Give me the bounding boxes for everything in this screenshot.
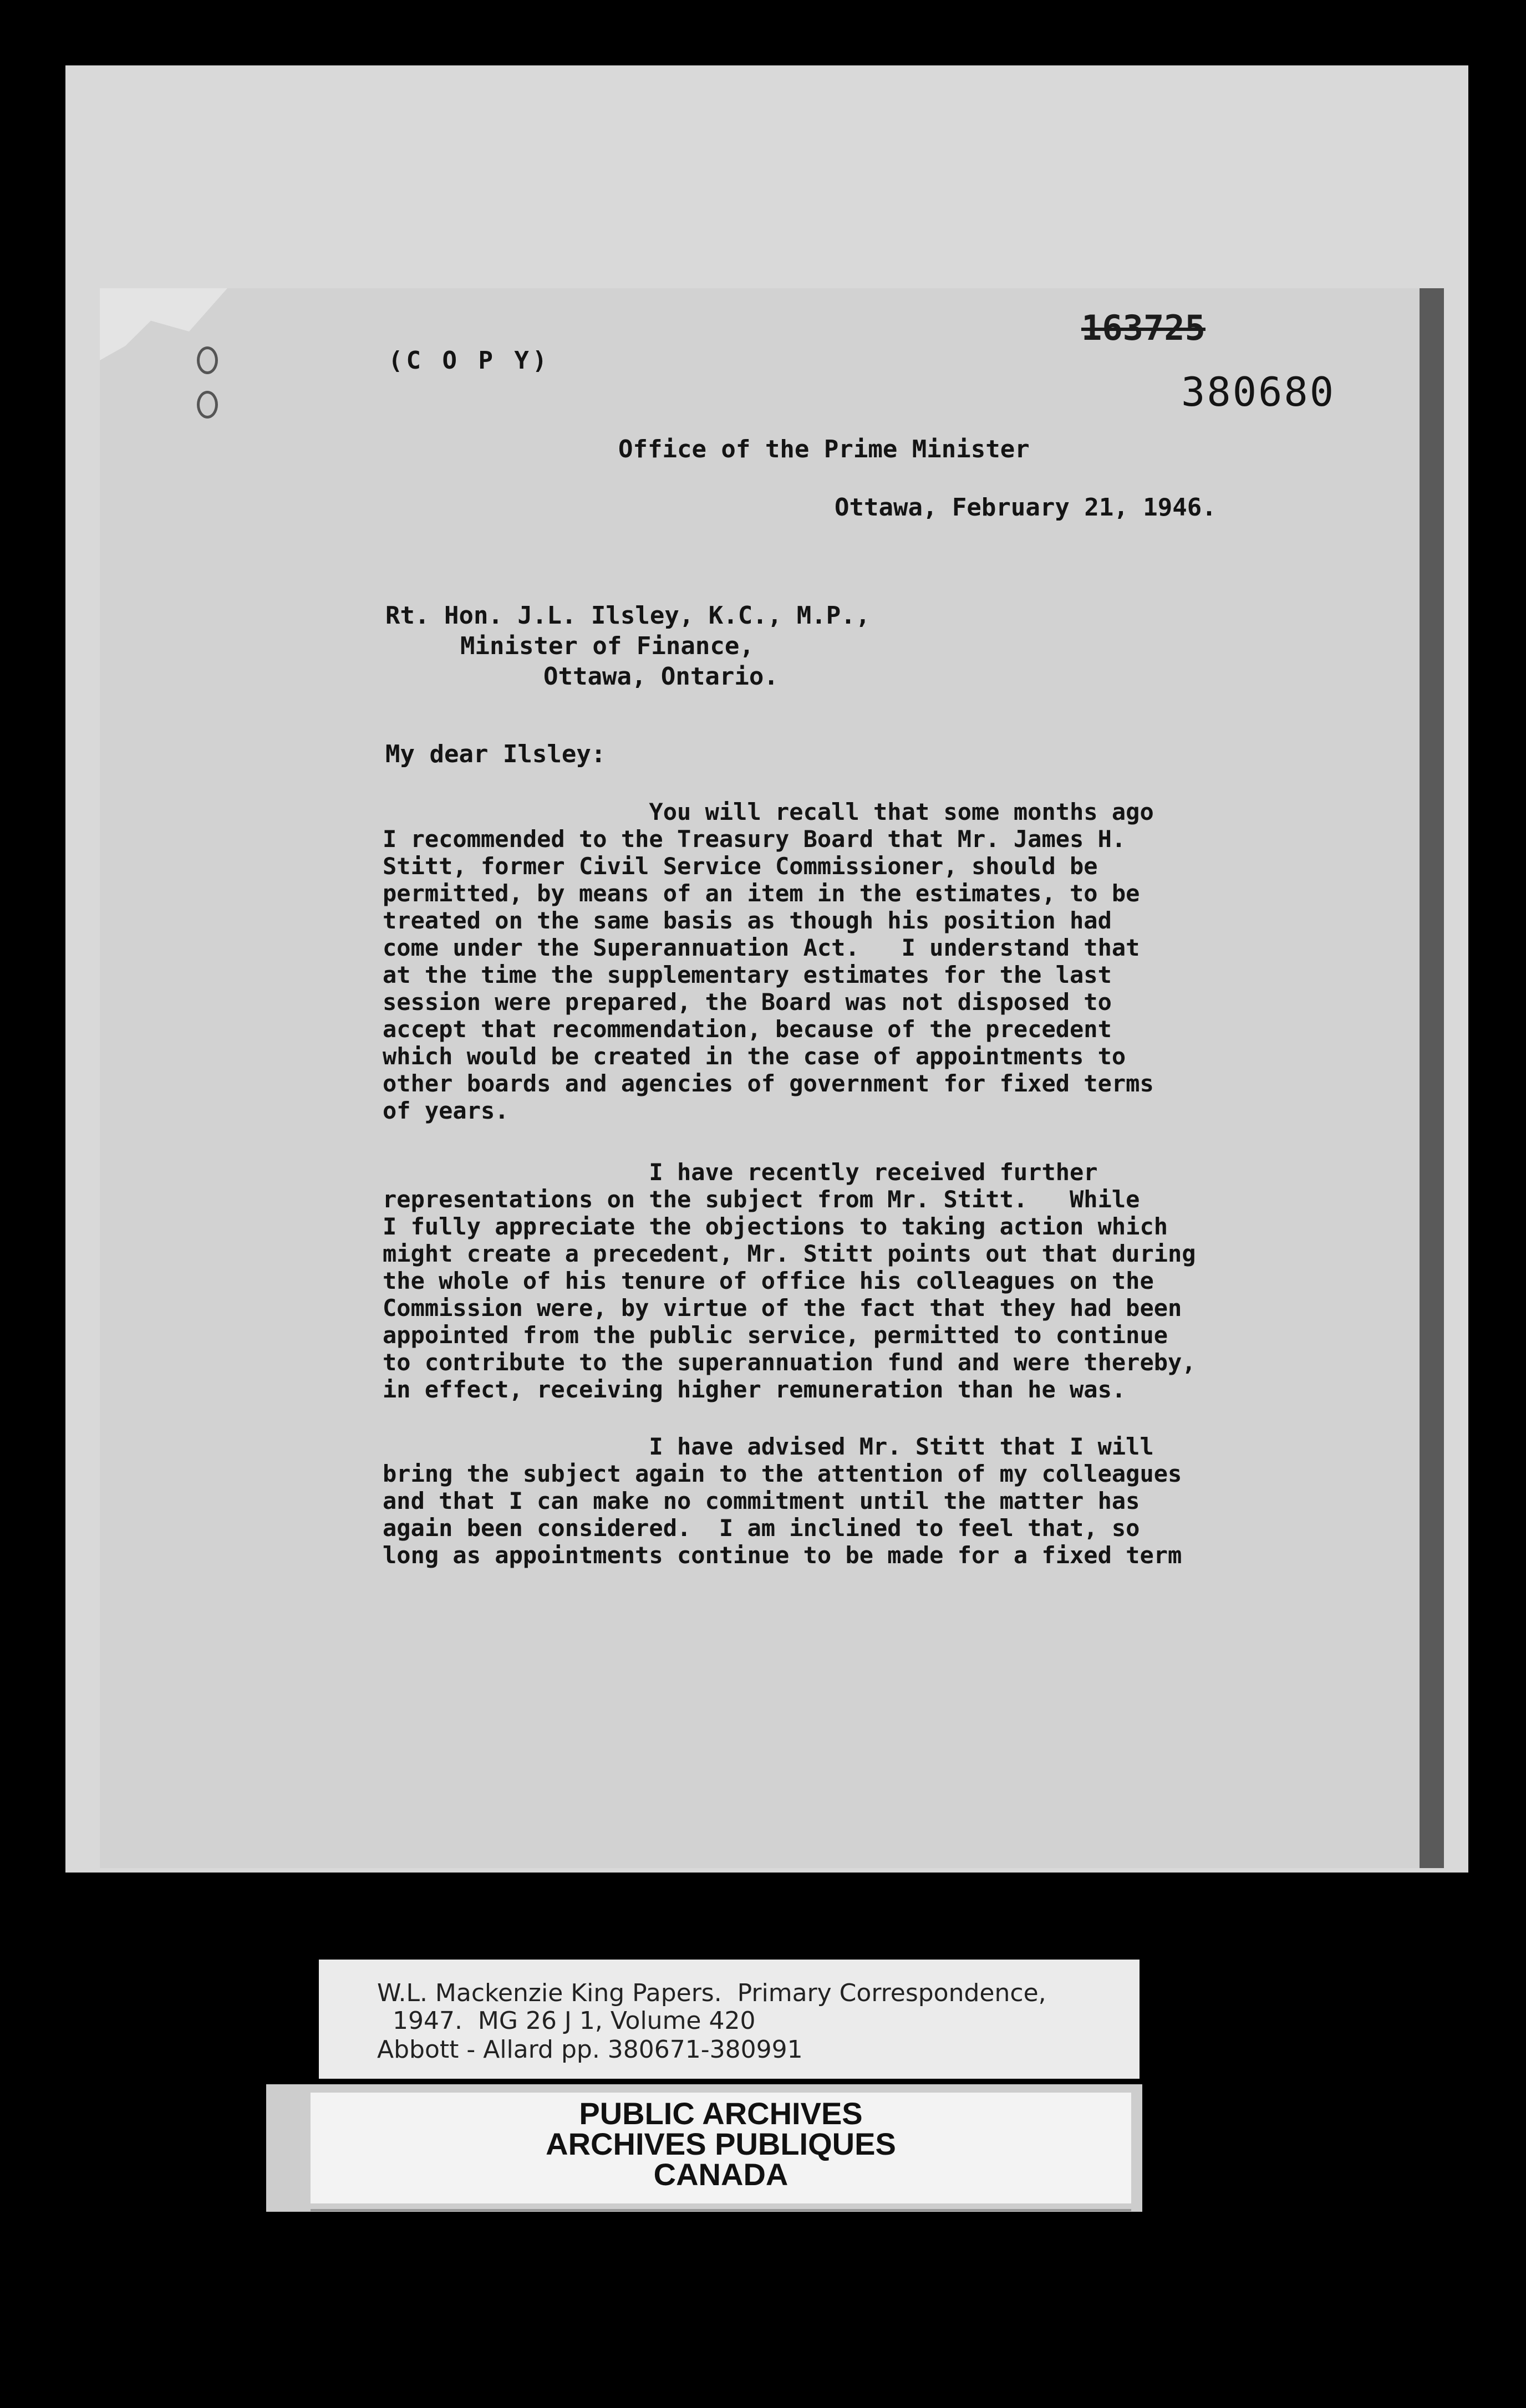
body-paragraph	[383, 1159, 1196, 1403]
paragraph-line: come under the Superannuation Act. I understand that	[383, 934, 1140, 961]
paragraph-line: again been considered. I am inclined to feel that, so	[383, 1514, 1140, 1542]
paragraph-line: treated on the same basis as though his position had	[383, 907, 1112, 934]
label-divider	[311, 2209, 1131, 2211]
paragraph-line: in effect, receiving higher remuneration than he was.	[383, 1376, 1126, 1403]
paragraph-line: accept that recommendation, because of the precedent	[383, 1016, 1112, 1043]
address-line: Rt. Hon. J.L. Ilsley, K.C., M.P.,	[385, 601, 871, 630]
paragraph-line: I recommended to the Treasury Board that Mr. James H.	[383, 825, 1126, 853]
paragraph-line: to contribute to the superannuation fund and were thereby,	[383, 1349, 1196, 1376]
paragraph-line: session were prepared, the Board was not disposed to	[383, 988, 1112, 1016]
paragraph-line: and that I can make no commitment until the matter has	[383, 1487, 1140, 1514]
paragraph-line: permitted, by means of an item in the estimates, to be	[383, 880, 1140, 907]
paragraph-line: I have recently received further	[383, 1159, 1098, 1186]
paragraph-line: You will recall that some months ago	[383, 798, 1154, 825]
archive-reference-line: Abbott - Allard pp. 380671-380991	[377, 2035, 803, 2064]
punch-hole-icon	[197, 391, 218, 419]
body-paragraph	[383, 1433, 1182, 1569]
salutation: My dear Ilsley:	[385, 740, 606, 768]
paragraph-line: long as appointments continue to be made for a fixed term	[383, 1542, 1182, 1569]
paragraph-line: I have advised Mr. Stitt that I will	[383, 1433, 1154, 1460]
paragraph-line: at the time the supplementary estimates for the last	[383, 961, 1112, 988]
dateline: Ottawa, February 21, 1946.	[835, 493, 1217, 522]
paragraph-line: bring the subject again to the attention of my colleagues	[383, 1460, 1182, 1487]
paragraph-line: Stitt, former Civil Service Commissioner, should be	[383, 853, 1098, 880]
archive-stamp-line: CANADA	[653, 2157, 789, 2192]
archive-stamp-line: PUBLIC ARCHIVES	[579, 2096, 863, 2131]
paragraph-line: representations on the subject from Mr. Stitt. While	[383, 1186, 1140, 1213]
copy-mark: (C O P Y)	[388, 346, 551, 375]
sheet-edge-shadow	[1420, 288, 1444, 1868]
paragraph-line: appointed from the public service, permitted to continue	[383, 1322, 1168, 1349]
paragraph-line: might create a precedent, Mr. Stitt points out that during	[383, 1240, 1196, 1267]
archive-reference-line: 1947. MG 26 J 1, Volume 420	[377, 2007, 756, 2035]
paragraph-line: I fully appreciate the objections to taking action which	[383, 1213, 1168, 1240]
body-paragraph	[383, 798, 1154, 1124]
paragraph-line: Commission were, by virtue of the fact that they had been	[383, 1294, 1182, 1322]
paragraph-line: the whole of his tenure of office his colleagues on the	[383, 1267, 1154, 1294]
punch-hole-icon	[197, 346, 218, 374]
old-file-number: 163725	[1081, 308, 1205, 348]
paragraph-line: which would be created in the case of appointments to	[383, 1043, 1126, 1070]
file-number: 380680	[1181, 369, 1336, 415]
address-line: Ottawa, Ontario.	[543, 662, 779, 691]
address-line: Minister of Finance,	[460, 632, 754, 660]
letterhead-office: Office of the Prime Minister	[618, 435, 1030, 463]
archive-reference-line: W.L. Mackenzie King Papers. Primary Correspondence,	[377, 1979, 1046, 2007]
paragraph-line: of years.	[383, 1097, 509, 1124]
archive-stamp-line: ARCHIVES PUBLIQUES	[546, 2126, 896, 2161]
paragraph-line: other boards and agencies of government for fixed terms	[383, 1070, 1154, 1097]
